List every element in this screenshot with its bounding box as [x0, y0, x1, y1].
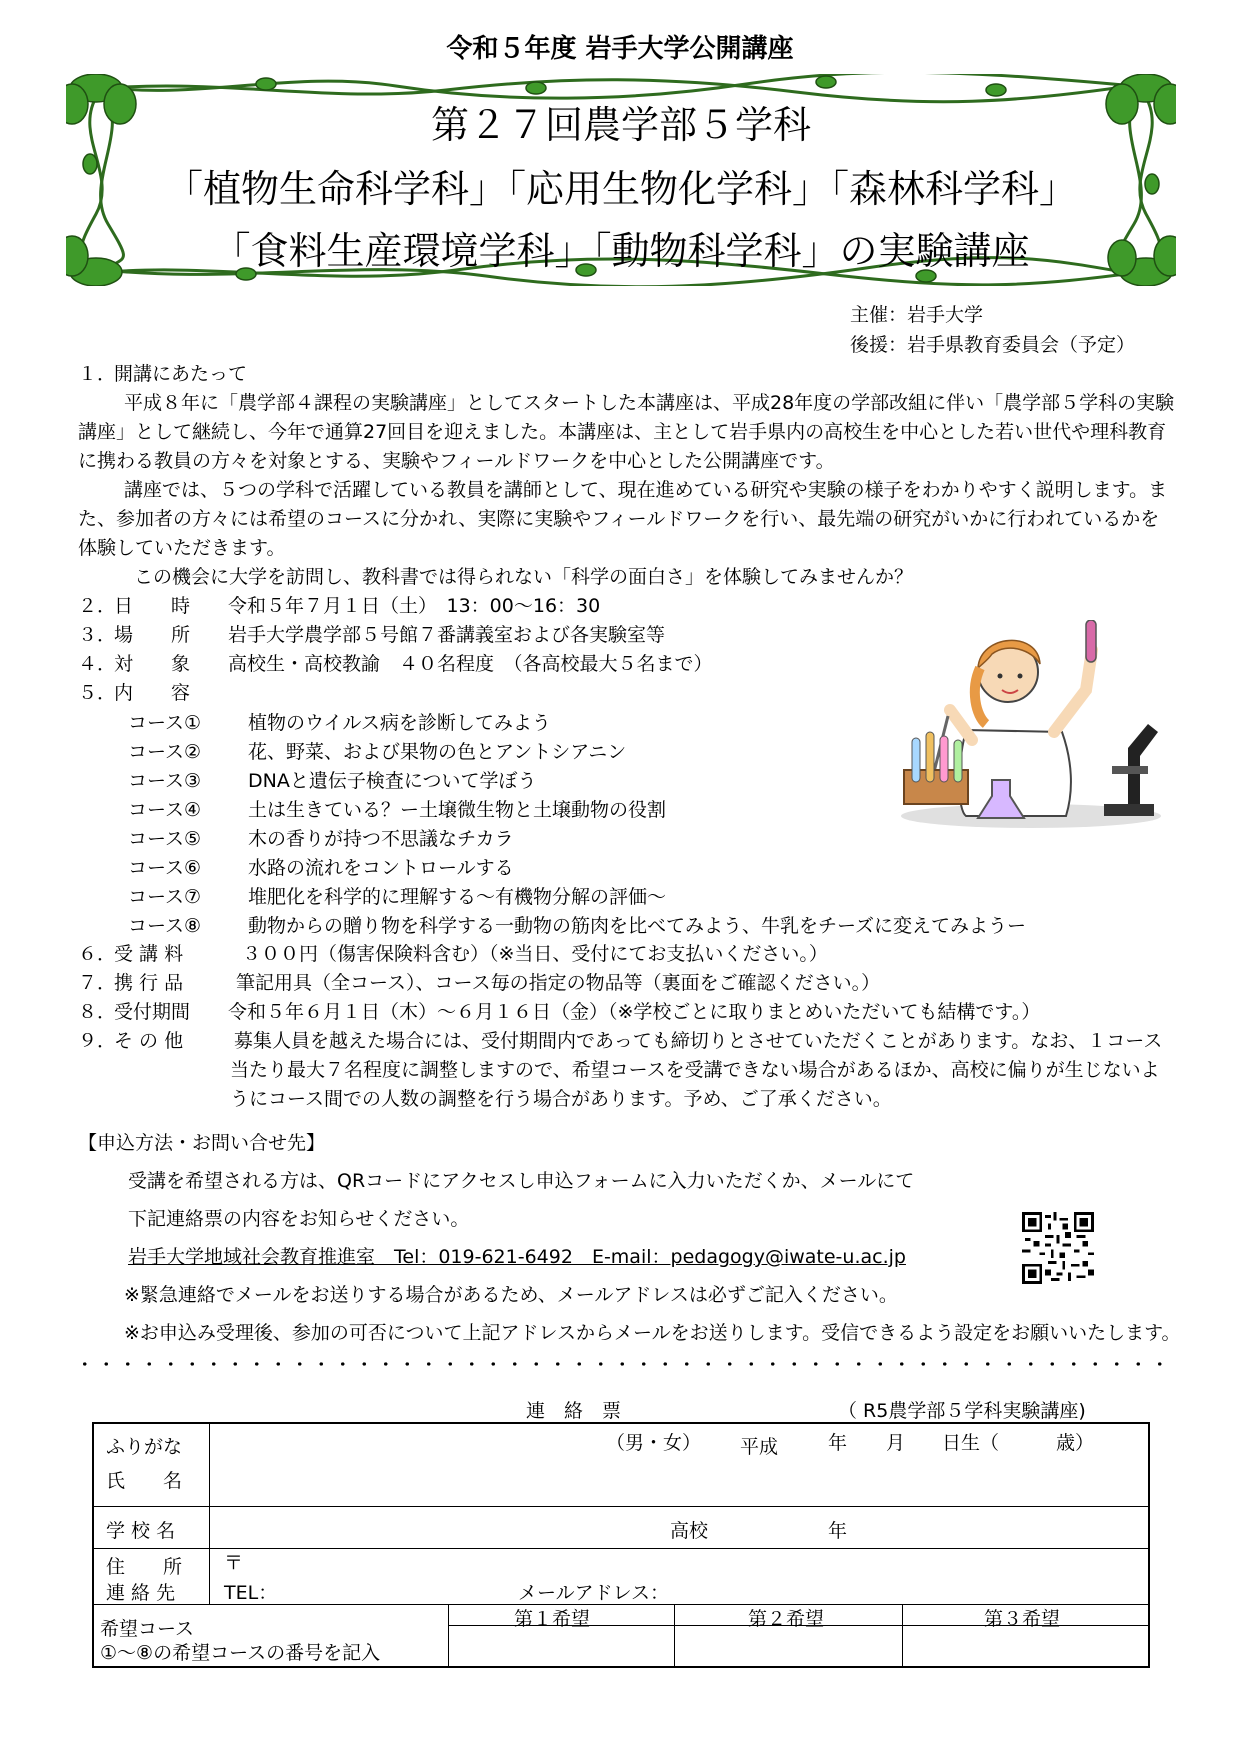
- apply-heading: 【申込方法・お問い合せ先】: [78, 1132, 326, 1154]
- sponsor-support: 後援：岩手県教育委員会（予定）: [850, 334, 1136, 356]
- course-item: コース① 植物のウイルス病を診断してみよう: [128, 712, 551, 734]
- school-label: 学 校 名: [106, 1520, 176, 1542]
- apply-line-2: 下記連絡票の内容をお知らせください。: [128, 1208, 470, 1230]
- birth-year[interactable]: 年: [828, 1432, 848, 1454]
- section-number: １．: [78, 363, 117, 385]
- item-period: ８．受付期間 令和５年６月１日（木）～６月１６日（金）（※学校ごとに取りまとめいただいても結構です。）: [78, 1001, 1041, 1023]
- item-belongings: ７．携 行 品 筆記用具（全コース）、コース毎の指定の物品等（裏面をご確認ください。）: [78, 972, 881, 994]
- apply-note-1: ※緊急連絡でメールをお送りする場合があるため、メールアドレスは必ずご記入ください。: [124, 1284, 898, 1306]
- title-banner: [66, 74, 1176, 286]
- birth-month[interactable]: 月: [886, 1432, 906, 1454]
- gender-field[interactable]: （男・女）: [606, 1432, 702, 1454]
- intro-paragraph-3: この機会に大学を訪問し、教科書では得られない「科学の面白さ」を体験してみませんか？: [134, 566, 914, 588]
- choice-2-field[interactable]: [676, 1627, 900, 1664]
- course-label: 希望コース: [100, 1618, 195, 1640]
- item-target: ４．対 象 高校生・高校教諭 ４０名程度 （各高校最大５名まで）: [78, 653, 713, 675]
- item-contents: ５．内 容: [78, 682, 191, 704]
- pre-title: 令和５年度 岩手大学公開講座: [446, 34, 794, 64]
- choice-1-label: 第１希望: [514, 1608, 591, 1630]
- course-item: コース⑦ 堆肥化を科学的に理解する～有機物分解の評価～: [128, 886, 667, 908]
- school-suffix: 高校: [670, 1520, 709, 1542]
- birth-day[interactable]: 日生（: [942, 1432, 1000, 1454]
- form-title: 連 絡 票: [526, 1400, 622, 1422]
- section-intro-heading: [78, 360, 247, 389]
- course-item: コース⑤ 木の香りが持つ不思議なチカラ: [128, 828, 514, 850]
- course-item: コース② 花、野菜、および果物の色とアントシアニン: [128, 741, 627, 763]
- dotted-separator: [74, 1362, 1174, 1366]
- furigana-label: ふりがな: [106, 1436, 183, 1458]
- grade-field[interactable]: 年: [828, 1520, 848, 1542]
- course-item: コース③ DNAと遺伝子検査について学ぼう: [128, 770, 537, 792]
- intro-paragraph-1: 平成８年に「農学部４課程の実験講座」としてスタートした本講座は、平成28年度の学部改組に伴い「農学部５学科の実験講座」として継続し、今年で通算27回目を迎えました。本講座は、主として岩手県内の高校生を中心とした若い世代や理科教育に携わる教員の方々を対象とする、実験やフィールドワークを中心とした公開講座です。: [78, 392, 1175, 472]
- section-label: 開講にあたって: [114, 363, 248, 385]
- item-place: ３．場 所 岩手大学農学部５号館７番講義室および各実験室等: [78, 624, 666, 646]
- contact-info[interactable]: 岩手大学地域社会教育推進室 Tel：019-621-6492 E-mail：pedagogy@iwate-u.ac.jp: [128, 1246, 906, 1268]
- item-other-value: 募集人員を越えた場合には、受付期間内であっても締切りとさせていただくことがあります。なお、１コース当たり最大７名程度に調整しますので、希望コースを受講できない場合があるほか、高校に偏りが生じないようにコース間での人数の調整を行う場合があります。予め、ご了承ください。: [230, 1030, 1163, 1110]
- contact-label: 連 絡 先: [106, 1582, 176, 1604]
- item-datetime: ２．日 時 令和５年７月１日（土） 13：00～16：30: [78, 595, 601, 617]
- apply-note-2: ※お申込み受理後、参加の可否について上記アドレスからメールをお送りします。受信できるよう設定をお願いいたします。: [124, 1322, 1181, 1344]
- item-fee: ６．受 講 料 ３００円（傷害保険料含む）（※当日、受付にてお支払いください。）: [78, 943, 828, 965]
- choice-1-field[interactable]: [450, 1627, 672, 1664]
- birth-era: 平成: [740, 1436, 779, 1458]
- course-item: コース⑥ 水路の流れをコントロールする: [128, 857, 514, 879]
- email-field[interactable]: メールアドレス：: [518, 1582, 670, 1604]
- form-subtitle: （ R5農学部５学科実験講座): [838, 1400, 1086, 1422]
- title-line-1: 第２７回農学部５学科: [430, 103, 811, 147]
- intro-paragraph-2: 講座では、５つの学科で活躍している教員を講師として、現在進めている研究や実験の様子をわかりやすく説明します。また、参加者の方々には希望のコースに分かれ、実際に実験やフィールドワークを行い、最先端の研究がいかに行われているかを体験していただきます。: [78, 479, 1168, 559]
- address-label: 住 所: [106, 1556, 183, 1578]
- qr-code-icon[interactable]: [1022, 1212, 1094, 1284]
- title-line-2: 「植物生命科学科」「応用生物化学科」「森林科学科」: [164, 167, 1077, 211]
- sponsor-host: 主催：岩手大学: [850, 304, 984, 326]
- contact-form: [92, 1422, 1150, 1668]
- course-item: コース④ 土は生きている？ー土壌微生物と土壌動物の役割: [128, 799, 667, 821]
- choice-3-field[interactable]: [904, 1627, 1146, 1664]
- course-note: ①～⑧の希望コースの番号を記入: [100, 1642, 381, 1664]
- item-other: ９．そ の 他: [78, 1030, 184, 1052]
- postal-mark[interactable]: 〒: [224, 1552, 244, 1574]
- tel-field[interactable]: TEL：: [224, 1582, 278, 1604]
- age-field[interactable]: 歳）: [1056, 1432, 1095, 1454]
- choice-3-label: 第３希望: [984, 1608, 1061, 1630]
- scientist-illustration: [896, 620, 1166, 832]
- title-line-3: 「食料生産環境学科」「動物科学科」の実験講座: [212, 229, 1030, 273]
- apply-line-1: 受講を希望される方は、QRコードにアクセスし申込フォームに入力いただくか、メールにて: [128, 1170, 915, 1192]
- course-item: コース⑧ 動物からの贈り物を科学する一動物の筋肉を比べてみよう、牛乳をチーズに変えてみようー: [128, 915, 1027, 937]
- choice-2-label: 第２希望: [748, 1608, 825, 1630]
- name-label: 氏 名: [106, 1470, 183, 1492]
